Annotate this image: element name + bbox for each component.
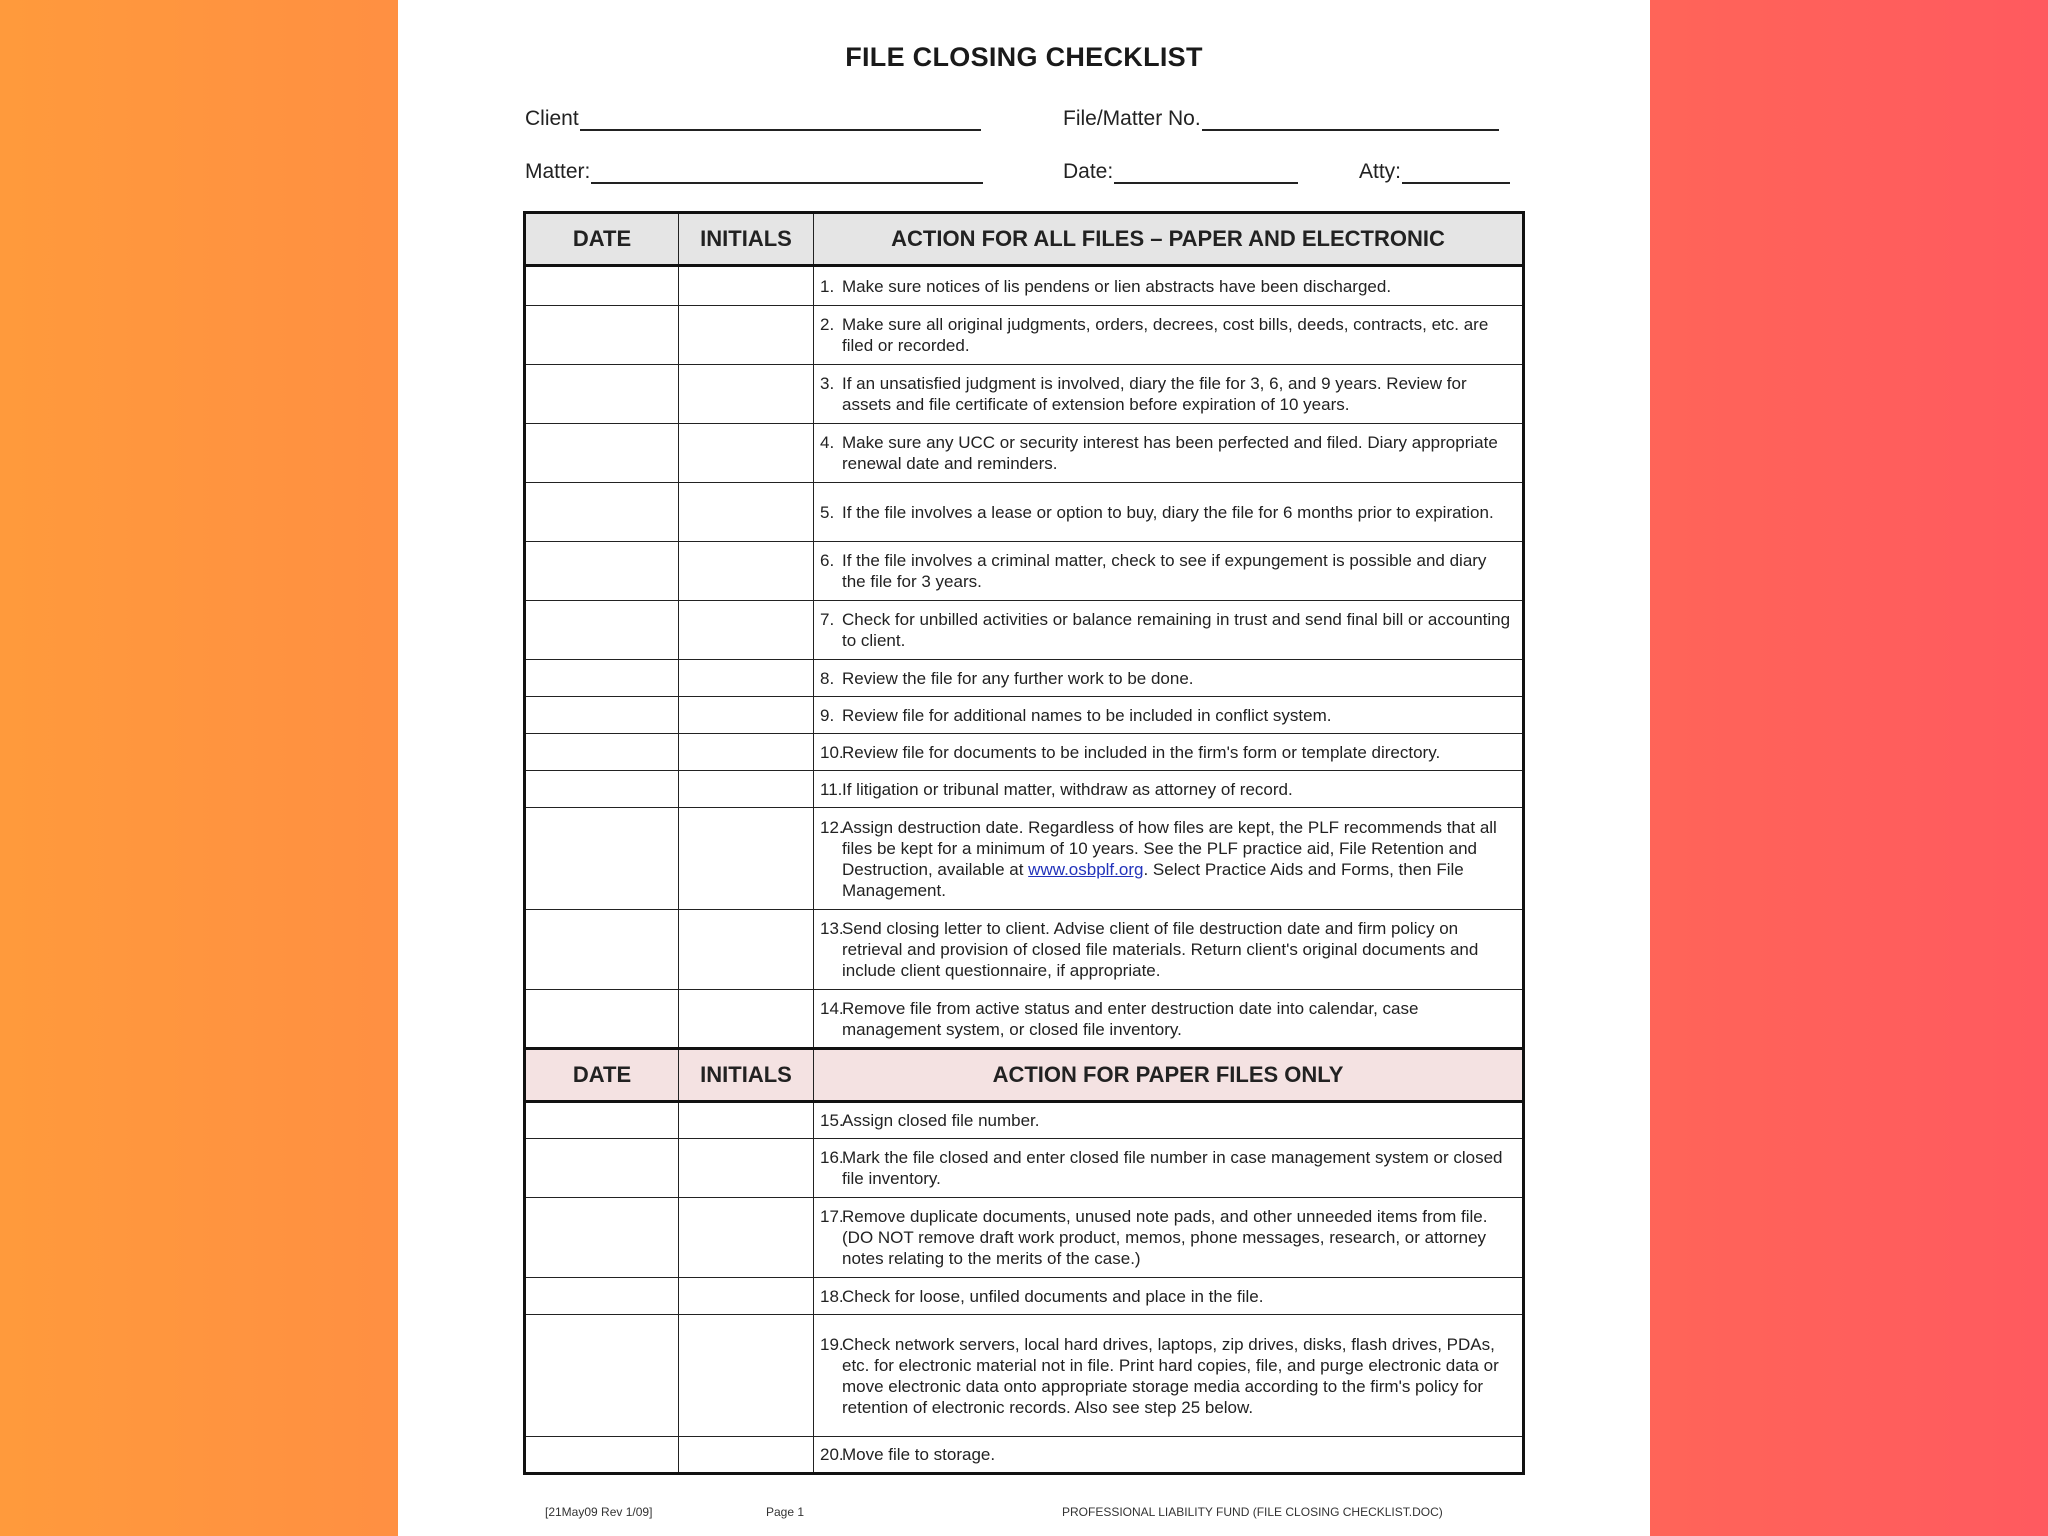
date-cell[interactable] [525,697,679,734]
initials-cell[interactable] [679,1102,814,1139]
initials-cell[interactable] [679,910,814,990]
action-cell [814,266,1524,306]
initials-cell[interactable] [679,990,814,1049]
date-cell[interactable] [525,734,679,771]
action-cell [814,601,1524,660]
date-cell[interactable] [525,771,679,808]
checklist-row [525,808,1524,910]
action-cell [814,365,1524,424]
header-date-paper: DATE [525,1049,679,1102]
initials-cell[interactable] [679,424,814,483]
initials-cell[interactable] [679,771,814,808]
file-matter-field[interactable] [1063,107,1499,131]
date-label: Date: [1063,160,1114,183]
file-matter-label: File/Matter No. [1063,107,1201,130]
date-cell[interactable] [525,1102,679,1139]
date-cell[interactable] [525,365,679,424]
checklist-row [525,601,1524,660]
initials-cell[interactable] [679,734,814,771]
action-cell [814,660,1524,697]
checklist-row [525,660,1524,697]
item-number: 19. [820,1334,844,1354]
header-row-paper-files [525,1049,1524,1102]
action-cell [814,697,1524,734]
action-cell [814,424,1524,483]
action-cell [814,910,1524,990]
header-date: DATE [525,213,679,266]
item-text: Check for unbilled activities or balance remaining in trust and send final bill or accounting to client. [842,610,1511,650]
checklist-row [525,542,1524,601]
date-line [1114,160,1298,184]
checklist-row [525,483,1524,542]
action-cell [814,808,1524,910]
matter-field[interactable] [525,160,983,184]
footer-revision: [21May09 Rev 1/09] [545,1505,653,1519]
item-text: Remove duplicate documents, unused note pads, and other unneeded items from file. (DO NOT remove draft work product, memos, phone messages, research, or attorney notes relating to the merits of the case.) [842,1207,1488,1268]
item-number: 10. [820,742,844,762]
item-number: 5. [820,502,835,522]
item-number: 14. [820,998,844,1018]
checklist-row [525,697,1524,734]
date-cell[interactable] [525,306,679,365]
date-cell[interactable] [525,1198,679,1278]
date-cell[interactable] [525,601,679,660]
date-cell[interactable] [525,1315,679,1437]
matter-label: Matter: [525,160,591,183]
date-cell[interactable] [525,266,679,306]
date-cell[interactable] [525,910,679,990]
action-cell [814,1315,1524,1437]
checklist-row [525,424,1524,483]
footer-source: PROFESSIONAL LIABILITY FUND (FILE CLOSING CHECKLIST.DOC) [1062,1505,1443,1519]
header-initials: INITIALS [679,213,814,266]
item-number: 13. [820,919,844,938]
file-matter-line [1202,107,1499,131]
item-text: Remove file from active status and enter destruction date into calendar, case management system, or closed file inventory. [842,998,1419,1039]
item-text: Assign closed file number. [842,1111,1040,1130]
initials-cell[interactable] [679,1198,814,1278]
action-cell [814,1437,1524,1474]
action-cell [814,771,1524,808]
action-cell [814,306,1524,365]
action-cell [814,990,1524,1049]
item-text: Review file for documents to be included in the firm's form or template directory. [842,742,1441,762]
atty-field[interactable] [1359,160,1510,184]
checklist-row [525,1437,1524,1474]
checklist-row [525,365,1524,424]
date-cell[interactable] [525,1139,679,1198]
client-line [580,107,981,131]
item-text: Send closing letter to client. Advise client of file destruction date and firm policy on retrieval and provision of closed file materials. Return client's original documents and include client questionnaire, if appropriate. [842,919,1479,980]
checklist-row [525,990,1524,1049]
client-field[interactable] [525,107,981,131]
item-number: 12. [820,817,844,837]
document-page [398,0,1650,1536]
item-text: Check for loose, unfiled documents and place in the file. [842,1286,1264,1306]
initials-cell[interactable] [679,601,814,660]
checklist-row [525,266,1524,306]
initials-cell[interactable] [679,306,814,365]
item-number: 2. [820,315,835,334]
osbplf-link[interactable]: www.osbplf.org [1028,859,1144,879]
client-label: Client [525,107,579,130]
item-text: Review file for additional names to be included in conflict system. [842,705,1332,725]
atty-label: Atty: [1359,160,1402,183]
checklist-row [525,1315,1524,1437]
item-text: Make sure notices of lis pendens or lien abstracts have been discharged. [842,276,1392,296]
item-text: If litigation or tribunal matter, withdraw as attorney of record. [842,779,1293,799]
item-number: 11. [820,779,843,799]
checklist-row [525,771,1524,808]
item-text: If an unsatisfied judgment is involved, diary the file for 3, 6, and 9 years. Review for assets and file certificate of extension before expiration of 10 years. [842,374,1467,414]
initials-cell[interactable] [679,660,814,697]
header-action-paper-files: ACTION FOR PAPER FILES ONLY [814,1049,1524,1102]
item-number: 20. [820,1445,844,1464]
item-number: 3. [820,374,835,393]
item-number: 18. [820,1286,844,1306]
checklist-row [525,1198,1524,1278]
initials-cell[interactable] [679,483,814,542]
document-title: FILE CLOSING CHECKLIST [845,42,1203,72]
checklist-body [525,213,1524,1474]
checklist-row [525,734,1524,771]
date-cell[interactable] [525,1437,679,1474]
initials-cell[interactable] [679,542,814,601]
item-text: Make sure all original judgments, orders, decrees, cost bills, deeds, contracts, etc. are filed or recorded. [842,315,1489,355]
item-number: 17. [820,1207,844,1226]
date-field[interactable] [1063,160,1298,184]
item-number: 15. [820,1111,844,1130]
action-cell [814,1102,1524,1139]
item-number: 16. [820,1148,844,1167]
header-action-all-files: ACTION FOR ALL FILES – PAPER AND ELECTRONIC [814,213,1524,266]
date-cell[interactable] [525,483,679,542]
initials-cell[interactable] [679,266,814,306]
matter-line [591,160,983,184]
date-cell[interactable] [525,424,679,483]
checklist-row [525,1278,1524,1315]
item-text-after-link: . Select Practice Aids and Forms, then File Management. [842,859,1464,900]
header-initials-paper: INITIALS [679,1049,814,1102]
item-number: 6. [820,551,835,570]
item-number: 1. [820,276,835,296]
initials-cell[interactable] [679,365,814,424]
date-cell[interactable] [525,808,679,910]
initials-cell[interactable] [679,808,814,910]
initials-cell[interactable] [679,697,814,734]
item-number: 7. [820,610,835,629]
item-number: 9. [820,705,835,725]
checklist-row [525,910,1524,990]
item-text: Mark the file closed and enter closed file number in case management system or closed file inventory. [842,1148,1503,1188]
date-cell[interactable] [525,990,679,1049]
item-text: Review the file for any further work to be done. [842,668,1194,688]
item-text: Assign destruction date. Regardless of how files are kept, the PLF recommends that all files be kept for a minimum of 10 years. See the PLF practice aid, File Retention and Destruction, available at [842,817,1497,879]
item-text: Make sure any UCC or security interest has been perfected and filed. Diary appropriate renewal date and reminders. [842,433,1498,473]
date-cell[interactable] [525,660,679,697]
action-cell [814,734,1524,771]
initials-cell[interactable] [679,1315,814,1437]
atty-line [1402,160,1510,184]
item-number: 8. [820,668,835,688]
item-text: If the file involves a criminal matter, check to see if expungement is possible and diary the file for 3 years. [842,551,1487,591]
checklist-row [525,306,1524,365]
date-cell[interactable] [525,1278,679,1315]
initials-cell[interactable] [679,1139,814,1198]
header-row-all-files [525,213,1524,266]
item-text: If the file involves a lease or option to buy, diary the file for 6 months prior to expiration. [842,502,1494,522]
action-cell [814,1139,1524,1198]
action-cell [814,1278,1524,1315]
initials-cell[interactable] [679,1437,814,1474]
checklist-table [523,211,1525,1475]
initials-cell[interactable] [679,1278,814,1315]
checklist-row [525,1102,1524,1139]
item-number: 4. [820,433,835,452]
checklist-row [525,1139,1524,1198]
action-cell [814,1198,1524,1278]
footer-page: Page 1 [766,1505,805,1519]
item-text: Move file to storage. [842,1445,996,1464]
item-text: Check network servers, local hard drives, laptops, zip drives, disks, flash drives, PDAs, etc. for electronic material not in file. Print hard copies, file, and purge electronic data or move electronic data onto appropriate storage media according to the firm's policy for retention of electronic records. Also see step 25 below. [842,1334,1499,1417]
date-cell[interactable] [525,542,679,601]
action-cell [814,542,1524,601]
action-cell [814,483,1524,542]
